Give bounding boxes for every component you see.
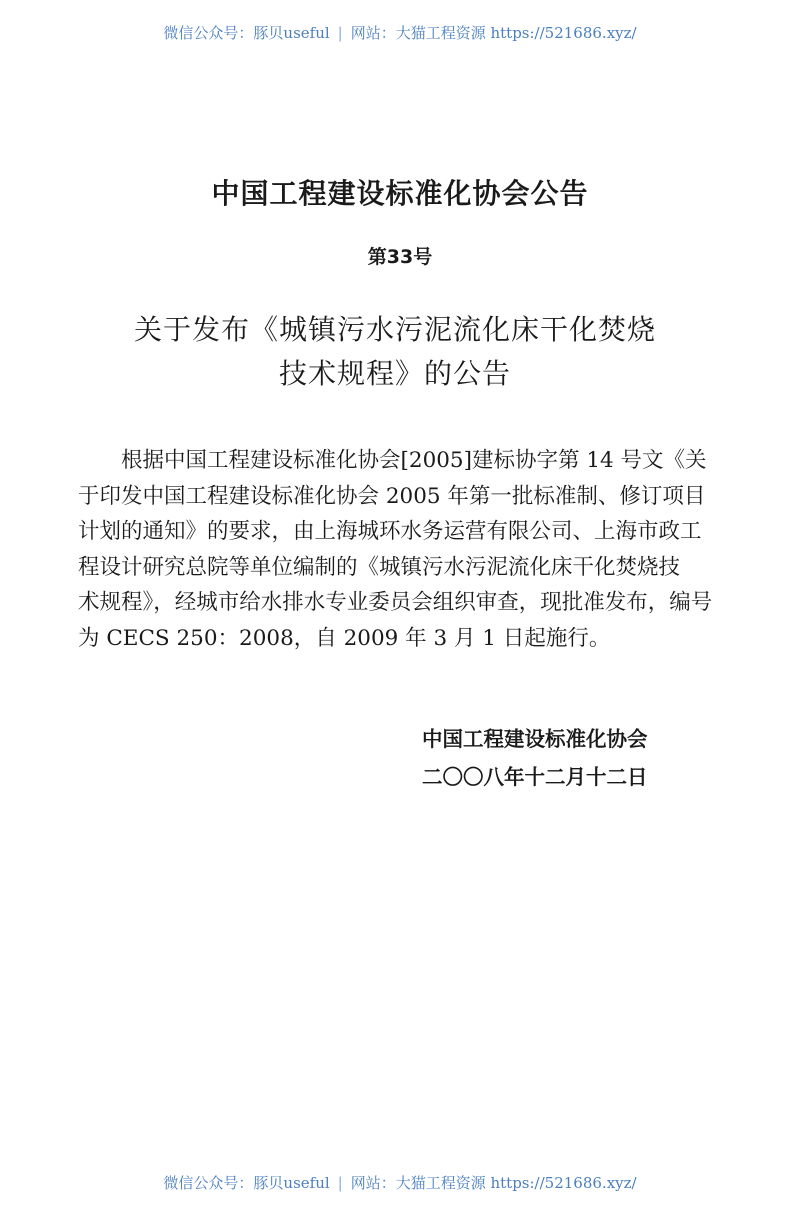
watermark-right: 网站：大猫工程资源 https://521686.xyz/: [350, 24, 637, 42]
body-line: 计划的通知》的要求，由上海城环水务运营有限公司、上海市政工: [78, 519, 702, 544]
announcement-number: 第33号: [367, 246, 433, 268]
body-line: 术规程》，经城市给水排水专业委员会组织审查，现批准发布，编号: [78, 590, 713, 615]
subject-line-2: 技术规程》的公告: [278, 357, 511, 390]
watermark-separator: |: [337, 24, 343, 42]
body-line: 为 CECS 250：2008，自 2009 年 3 月 1 日起施行。: [78, 625, 611, 651]
announcement-title: 中国工程建设标准化协会公告: [211, 177, 589, 210]
body-line: 根据中国工程建设标准化协会[2005]建标协字第 14 号文《关: [121, 448, 707, 473]
signature-date: 二〇〇八年十二月十二日: [422, 765, 648, 789]
watermark-separator: |: [337, 1174, 343, 1192]
body-line: 于印发中国工程建设标准化协会 2005 年第一批标准制、修订项目: [78, 483, 706, 509]
watermark-top: [0, 22, 800, 43]
announcement-body: [78, 443, 728, 656]
watermark-left: 微信公众号：豚贝useful: [163, 24, 330, 42]
signature-organization: 中国工程建设标准化协会: [422, 727, 648, 751]
watermark-left: 微信公众号：豚贝useful: [163, 1174, 330, 1192]
body-line: 程设计研究总院等单位编制的《城镇污水污泥流化床干化焚烧技: [78, 554, 681, 580]
watermark-bottom: [0, 1172, 800, 1193]
subject-line-1: 关于发布《城镇污水污泥流化床干化焚烧: [133, 313, 656, 346]
watermark-right: 网站：大猫工程资源 https://521686.xyz/: [350, 1174, 637, 1192]
